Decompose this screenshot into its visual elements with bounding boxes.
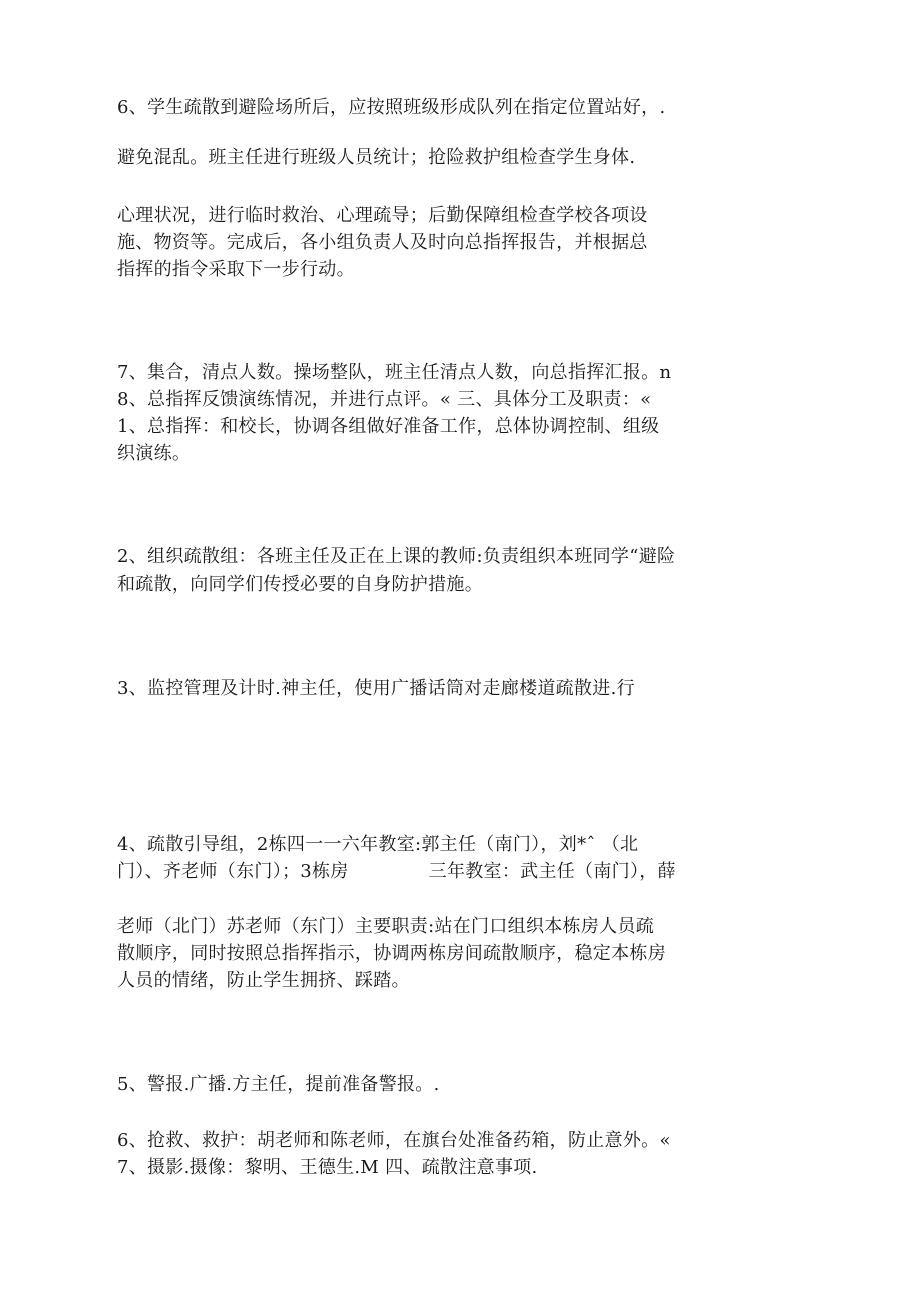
- text-line-11: 和疏散，向同学们传授必要的自身防护措施。: [117, 574, 483, 595]
- text-line-1: 6、学生疏散到避险场所后，应按照班级形成队列在指定位置站好，.: [117, 97, 666, 118]
- text-line-6: 7、集合，清点人数。操场整队，班主任清点人数，向总指挥汇报。n: [117, 362, 672, 383]
- text-line-14-left: 门）、齐老师（东门）；3栋房: [117, 861, 349, 882]
- text-line-18: 5、警报.广播.方主任，提前准备警报。.: [117, 1074, 440, 1095]
- text-line-17: 人员的情绪，防止学生拥挤、踩踏。: [117, 970, 410, 991]
- text-line-16: 散顺序，同时按照总指挥指示，协调两栋房间疏散顺序，稳定本栋房: [117, 943, 666, 964]
- text-line-13: 4、疏散引导组，2栋四一一六年教室:郭主任（南门），刘*ˆ （北: [117, 834, 639, 855]
- text-line-14-right: 三年教室：武主任（南门），薛: [428, 861, 676, 882]
- text-line-3: 心理状况，进行临时救治、心理疏导；后勤保障组检查学校各项设: [117, 205, 648, 226]
- text-line-15: 老师（北门）苏老师（东门）主要职责:站在门口组织本栋房人员疏: [117, 916, 655, 937]
- text-line-14: [117, 859, 676, 885]
- text-line-7: 8、总指挥反馈演练情况，并进行点评。« 三、具体分工及职责：«: [117, 389, 652, 410]
- text-line-8: 1、总指挥：和校长，协调各组做好准备工作，总体协调控制、组级: [117, 416, 660, 437]
- text-line-9: 织演练。: [117, 443, 191, 464]
- text-line-10: 2、组织疏散组：各班主任及正在上课的教师:负责组织本班同学“避险: [117, 546, 676, 567]
- text-line-4: 施、物资等。完成后，各小组负责人及时向总指挥报告，并根据总: [117, 232, 648, 253]
- text-line-5: 指挥的指令采取下一步行动。: [117, 259, 355, 280]
- text-line-20: 7、摄影.摄像：黎明、王德生.M 四、疏散注意事项.: [117, 1157, 538, 1178]
- text-line-19: 6、抢救、救护：胡老师和陈老师，在旗台处准备药箱，防止意外。«: [117, 1130, 671, 1151]
- text-line-12: 3、监控管理及计时.神主任，使用广播话筒对走廊楼道疏散进.行: [117, 678, 635, 699]
- text-line-2: 避免混乱。班主任进行班级人员统计；抢险救护组检查学生身体.: [117, 147, 636, 168]
